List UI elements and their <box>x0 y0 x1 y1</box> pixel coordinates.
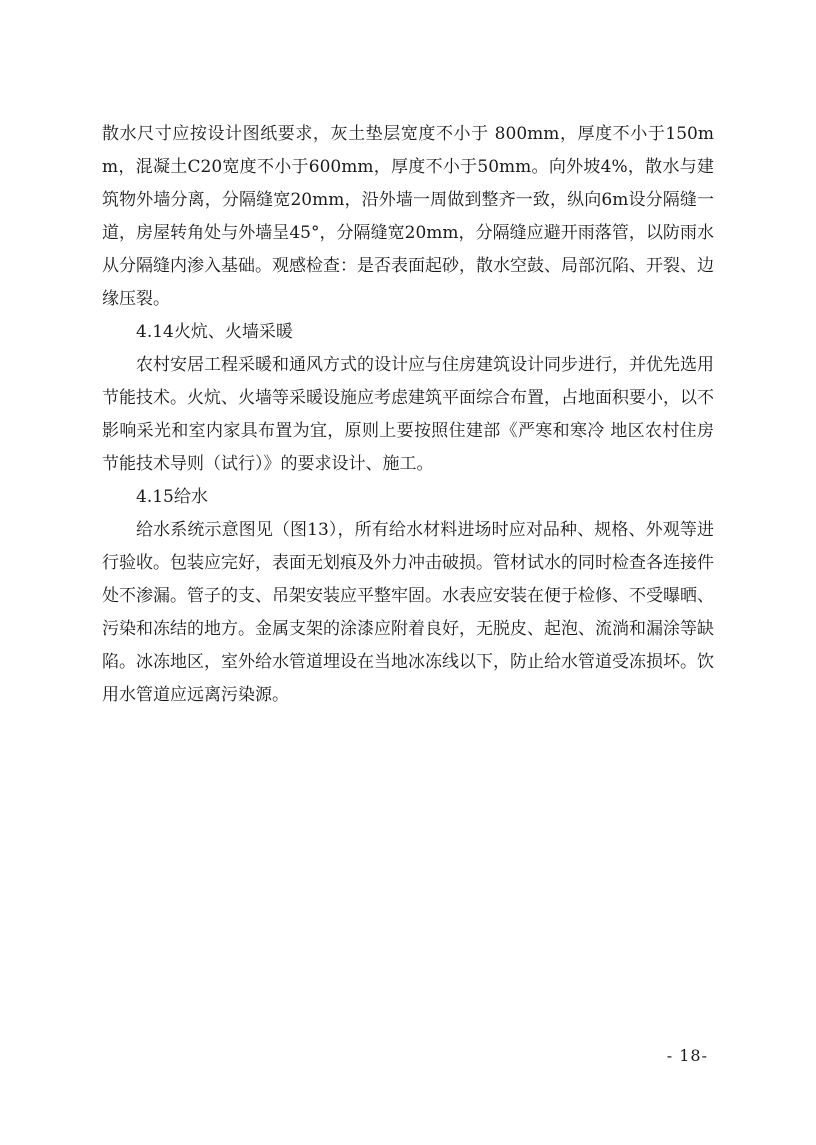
section-heading-4-14: 4.14火炕、火墙采暖 <box>136 322 293 342</box>
section-heading-4-15: 4.15给水 <box>136 487 208 507</box>
page-number: - 18- <box>666 1046 708 1065</box>
paragraph-water-supply: 给水系统示意图见（图13），所有给水材料进场时应对品种、规格、外观等进行验收。包装应完好，表面无划痕及外力冲击破损。管材试水的同时检查各连接件处不渗漏。管子的支、吊架安装应平整牢固。水表应安装在便于检修、不受曝晒、污染和冻结的地方。金属支架的涂漆应附着良好，无脱皮、起泡、流淌和漏涂等缺陷。冰冻地区，室外给水管道埋设在当地冰冻线以下，防止给水管道受冻损坏。饮用水管道应远离污染源。 <box>102 520 714 705</box>
paragraph-heating: 农村安居工程采暖和通风方式的设计应与住房建筑设计同步进行，并优先选用节能技术。火炕、火墙等采暖设施应考虑建筑平面综合布置，占地面积要小，以不影响采光和室内家具布置为宜，原则上要按照住建部《严寒和寒冷 地区农村住房节能技术导则（试行）》的要求设计、施工。 <box>102 355 714 474</box>
paragraph-apron-requirements: 散水尺寸应按设计图纸要求，灰土垫层宽度不小于 800mm，厚度不小于150mm，混凝土C20宽度不小于600mm，厚度不小于50mm。向外坡4%，散水与建筑物外墙分离，分隔缝宽20mm，沿外墙一周做到整齐一致，纵向6m设分隔缝一道，房屋转角处与外墙呈45°，分隔缝宽20mm，分隔缝应避开雨落管，以防雨水从分隔缝内渗入基础。观感检查：是否表面起砂，散水空鼓、局部沉陷、开裂、边缘压裂。 <box>102 124 714 309</box>
document-body <box>102 118 714 712</box>
